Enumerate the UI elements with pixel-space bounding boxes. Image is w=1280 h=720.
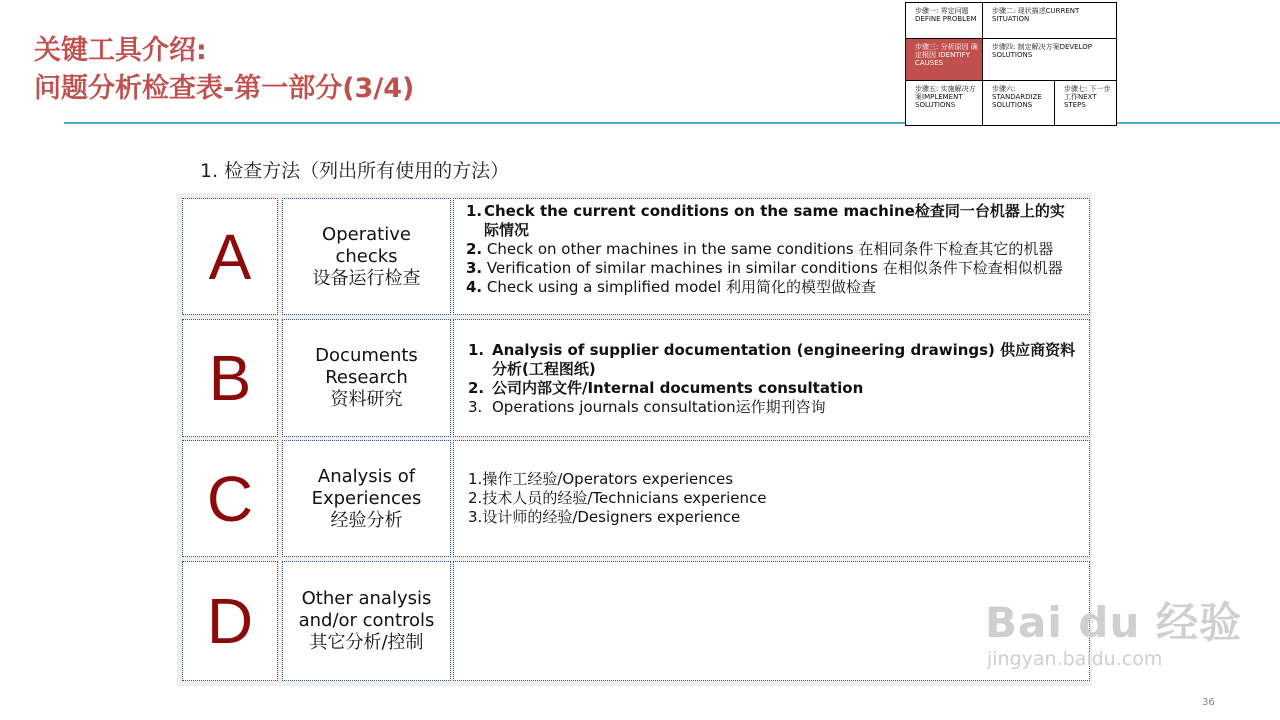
step-4-develop-solutions: 步骤四: 制定解决方案DEVELOP SOLUTIONS xyxy=(983,39,1117,81)
step-1-define-problem: 步骤一: 界定问题 DEFINE PROBLEM xyxy=(906,3,983,39)
category-line: 经验分析 xyxy=(330,509,403,531)
step-2-current-situation: 步骤二: 现状描述CURRENT SITUATION xyxy=(983,3,1117,39)
step-navigator xyxy=(905,2,1117,126)
list-item: 2. 公司内部文件/Internal documents consultation xyxy=(468,379,864,397)
section-subheading: 1. 检查方法（列出所有使用的方法） xyxy=(200,160,510,182)
category-line: Analysis of xyxy=(317,465,416,487)
row-c-category xyxy=(282,440,451,557)
list-item: 1.操作工经验/Operators experiences xyxy=(468,470,734,488)
step-3-identify-causes: 步骤三: 分析原因 确定根因 IDENTIFY CAUSES xyxy=(906,39,983,81)
row-b-items xyxy=(453,319,1090,437)
page-number: 36 xyxy=(1202,697,1215,708)
baidu-jingyan-watermark xyxy=(985,598,1242,690)
title-line-1: 关键工具介绍: xyxy=(34,35,207,66)
category-line: checks xyxy=(335,245,398,267)
watermark-url: jingyan.baidu.com xyxy=(987,648,1163,670)
category-line: 设备运行检查 xyxy=(312,267,421,289)
slide-title xyxy=(34,32,414,108)
category-line: Operative xyxy=(322,223,411,245)
list-item: 2.技术人员的经验/Technicians experience xyxy=(468,489,767,507)
category-line: Research xyxy=(325,367,408,388)
category-line: Documents xyxy=(315,345,418,366)
row-a-letter: A xyxy=(182,198,278,315)
category-line: Other analysis xyxy=(301,588,432,609)
list-item: 3.设计师的经验/Designers experience xyxy=(468,508,741,526)
list-item: 2. Check on other machines in the same conditions 在相同条件下检查其它的机器 xyxy=(466,240,1054,258)
list-item: 4. Check using a simplified model 利用简化的模型做检查 xyxy=(466,278,876,296)
row-c-items xyxy=(453,440,1090,557)
category-line: 资料研究 xyxy=(330,389,403,410)
row-d-letter: D xyxy=(182,561,278,681)
category-line: and/or controls xyxy=(298,610,435,631)
row-d-category xyxy=(282,561,451,681)
list-item: 3. Operations journals consultation运作期刊咨询 xyxy=(468,398,826,416)
row-c-letter: C xyxy=(182,440,278,557)
category-line: Experiences xyxy=(311,487,422,509)
watermark-logo-text: Bai du 经验 xyxy=(985,598,1242,647)
row-a-items xyxy=(453,198,1090,315)
row-a-category xyxy=(282,198,451,315)
step-5-implement-solutions: 步骤五: 实施解决方案IMPLEMENT SOLUTIONS xyxy=(906,81,983,125)
title-line-2: 问题分析检查表-第一部分(3/4) xyxy=(34,73,415,104)
list-item: 1. Check the current conditions on the same machine检查同一台机器上的实际情况 xyxy=(466,202,1065,239)
list-item: 1. Analysis of supplier documentation (engineering drawings) 供应商资料分析(工程图纸) xyxy=(468,341,1076,378)
step-7-next-steps: 步骤七: 下一步工作NEXT STEPS xyxy=(1064,85,1111,109)
list-item: 3. Verification of similar machines in similar conditions 在相似条件下检查相似机器 xyxy=(466,259,1063,277)
category-line: 其它分析/控制 xyxy=(309,632,424,653)
check-methods-table xyxy=(177,193,1092,686)
step-6-standardize-solutions: 步骤六: STANDARDIZE SOLUTIONS xyxy=(983,81,1055,125)
row-b-letter: B xyxy=(182,319,278,437)
row-b-category xyxy=(282,319,451,437)
